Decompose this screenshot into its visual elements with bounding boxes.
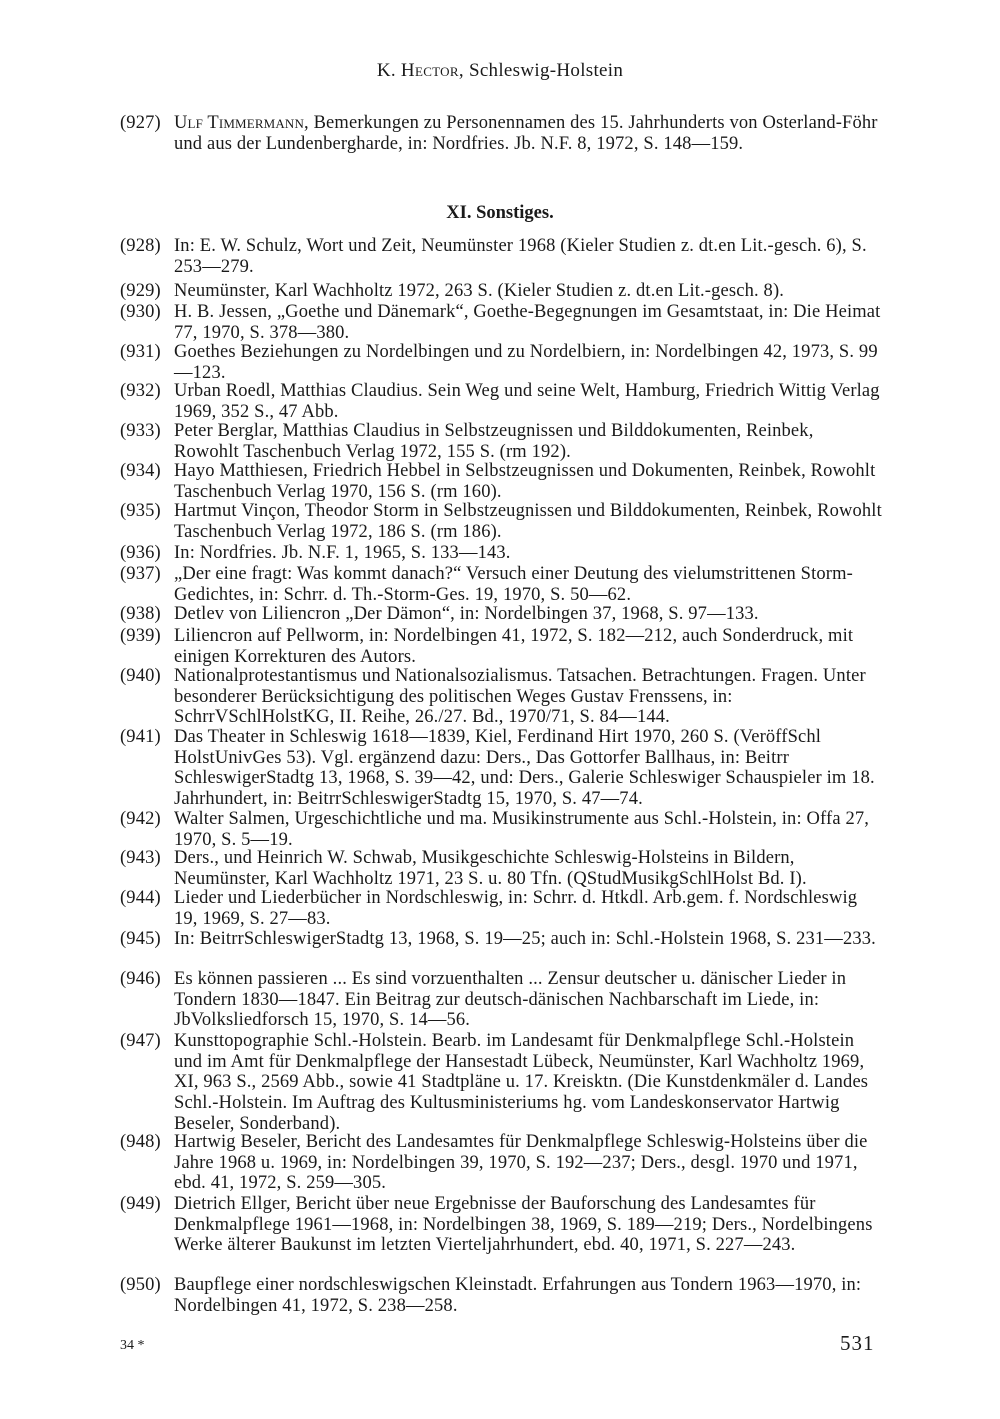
- entry-number: (928): [120, 236, 161, 256]
- entry-number: (943): [120, 848, 161, 868]
- entry-number: (929): [120, 281, 161, 301]
- entry-text: Ders., und Heinrich W. Schwab, Musikgeschichte Schleswig-Holsteins in Bildern, Neumünster, Karl Wachholtz 1971, 23 S. u. 80 Tfn. (QStudMusikgSchlHolst Bd. I).: [174, 848, 807, 889]
- bibliography-entry: [120, 604, 882, 625]
- bibliography-entry: [120, 1132, 882, 1194]
- bibliography-entry: [120, 543, 882, 564]
- entry-text: In: E. W. Schulz, Wort und Zeit, Neumünster 1968 (Kieler Studien z. dt.en Lit.-gesch. 6), S. 253—279.: [174, 236, 867, 277]
- entry-text: Das Theater in Schleswig 1618—1839, Kiel, Ferdinand Hirt 1970, 260 S. (VeröffSchl HolstUnivGes 53). Vgl. ergänzend dazu: Ders., Das Gottorfer Ballhaus, in: Beitrr SchleswigerStadtg 13, 1968, S. 39—42, und: Ders., Galerie Schleswiger Schauspieler im 18. Jahrhundert, in: BeitrrSchleswigerStadtg 15, 1970, S. 47—74.: [174, 727, 875, 810]
- entry-number: (946): [120, 969, 161, 989]
- bibliography-entry: [120, 1275, 882, 1316]
- entry-text: Walter Salmen, Urgeschichtliche und ma. Musikinstrumente aus Schl.-Holstein, in: Offa 27, 1970, S. 5—19.: [174, 809, 870, 850]
- entry-text: In: BeitrrSchleswigerStadtg 13, 1968, S. 19—25; auch in: Schl.-Holstein 1968, S. 231—233.: [174, 929, 876, 949]
- signature-mark: 34 *: [120, 1338, 145, 1353]
- section-title: XI. Sonstiges.: [446, 203, 554, 223]
- entry-number: (932): [120, 381, 161, 401]
- entry-text: In: Nordfries. Jb. N.F. 1, 1965, S. 133—143.: [174, 543, 511, 563]
- entry-number: (949): [120, 1194, 161, 1214]
- bibliography-entry: [120, 302, 882, 343]
- bibliography-entry: [120, 564, 882, 605]
- entry-number: (942): [120, 809, 161, 829]
- entry-text: Dietrich Ellger, Bericht über neue Ergebnisse der Bauforschung des Landesamtes für Denkmalpflege 1961—1968, in: Nordelbingen 38, 1969, S. 189—219; Ders., Nordelbingens Werke älterer Baukunst im letzten Vierteljahrhundert, ebd. 40, 1971, S. 227—243.: [174, 1194, 873, 1256]
- bibliography-entry: [120, 666, 882, 728]
- entry-number: (947): [120, 1031, 161, 1051]
- bibliography-entry: [120, 848, 882, 889]
- entry-number: (945): [120, 929, 161, 949]
- bibliography-entry: [120, 809, 882, 850]
- bibliography-entry: [120, 236, 882, 277]
- entry-number: (937): [120, 564, 161, 584]
- entry-text: Es können passieren ... Es sind vorzuenthalten ... Zensur deutscher u. dänischer Lieder in Tondern 1830—1847. Ein Beitrag zur deutsch-dänischen Nachbarschaft im Liede, in: JbVolksliedforsch 15, 1970, S. 14—56.: [174, 969, 847, 1031]
- entry-text: Neumünster, Karl Wachholtz 1972, 263 S. (Kieler Studien z. dt.en Lit.-gesch. 8).: [174, 281, 785, 301]
- bibliography-entry: [120, 1194, 882, 1256]
- entry-text: Goethes Beziehungen zu Nordelbingen und zu Nordelbiern, in: Nordelbingen 42, 1973, S. 99—123.: [174, 342, 878, 383]
- bibliography-entry: [120, 421, 882, 462]
- entry-text: Lieder und Liederbücher in Nordschleswig, in: Schrr. d. Htkdl. Arb.gem. f. Nordschleswig 19, 1969, S. 27—83.: [174, 888, 858, 929]
- bibliography-entry: [120, 381, 882, 422]
- entry-number: (938): [120, 604, 161, 624]
- bibliography-entry: [120, 929, 882, 950]
- entry-number: (931): [120, 342, 161, 362]
- entry-number: (939): [120, 626, 161, 646]
- bibliography-entry: [120, 626, 882, 667]
- entry-text: Hartmut Vinçon, Theodor Storm in Selbstzeugnissen und Bilddokumenten, Reinbek, Rowohlt Taschenbuch Verlag 1972, 186 S. (rm 186).: [174, 501, 882, 542]
- entry-text: Hayo Matthiesen, Friedrich Hebbel in Selbstzeugnissen und Dokumenten, Reinbek, Rowohlt Taschenbuch Verlag 1970, 156 S. (rm 160).: [174, 461, 876, 502]
- entry-citation: , Bemerkungen zu Personennamen des 15. Jahrhunderts von Osterland-Föhr und aus der Lundenbergharde, in: Nordfries. Jb. N.F. 8, 1972, S. 148—159.: [174, 113, 878, 154]
- bibliography-entry-927: [120, 113, 882, 154]
- bibliography-entry: [120, 727, 882, 810]
- bibliography-entry: [120, 281, 882, 302]
- bibliography-entry: [120, 342, 882, 383]
- page-number: 531: [840, 1331, 875, 1355]
- entry-text: Detlev von Liliencron „Der Dämon“, in: Nordelbingen 37, 1968, S. 97—133.: [174, 604, 759, 624]
- entry-text: Urban Roedl, Matthias Claudius. Sein Weg und seine Welt, Hamburg, Friedrich Wittig Verlag 1969, 352 S., 47 Abb.: [174, 381, 880, 422]
- entry-number: (927): [120, 113, 161, 133]
- bibliography-entry: [120, 969, 882, 1031]
- entry-number: (950): [120, 1275, 161, 1295]
- header-author: K. Hector: [376, 60, 459, 81]
- entry-number: (941): [120, 727, 161, 747]
- entry-text: Liliencron auf Pellworm, in: Nordelbingen 41, 1972, S. 182—212, auch Sonderdruck, mit einigen Korrekturen des Autors.: [174, 626, 854, 667]
- entry-text: H. B. Jessen, „Goethe und Dänemark“, Goethe-Begegnungen im Gesamtstaat, in: Die Heimat 77, 1970, S. 378—380.: [174, 302, 881, 343]
- running-header: K. Hector, Schleswig-Holstein: [376, 60, 624, 81]
- entry-number: (948): [120, 1132, 161, 1152]
- entry-text: Baupflege einer nordschleswigschen Kleinstadt. Erfahrungen aus Tondern 1963—1970, in: Nordelbingen 41, 1972, S. 238—258.: [174, 1275, 862, 1316]
- entry-number: (940): [120, 666, 161, 686]
- entry-text: Peter Berglar, Matthias Claudius in Selbstzeugnissen und Bilddokumenten, Reinbek, Rowohlt Taschenbuch Verlag 1972, 155 S. (rm 192).: [174, 421, 814, 462]
- bibliography-entry: [120, 888, 882, 929]
- entry-text: Kunsttopographie Schl.-Holstein. Bearb. im Landesamt für Denkmalpflege Schl.-Holstein und im Amt für Denkmalpflege der Hansestadt Lübeck, Neumünster, Karl Wachholtz 1969, XI, 963 S., 2569 Abb., sowie 41 Stadtpläne u. 17. Kreisktn. (Die Kunstdenkmäler d. Landes Schl.-Holstein. Im Auftrag des Kultusministeriums hg. vom Landeskonservator Hartwig Beseler, Sonderband).: [174, 1031, 869, 1134]
- entry-author: Ulf Timmermann: [174, 113, 305, 133]
- header-title: Schleswig-Holstein: [468, 60, 624, 81]
- entry-number: (935): [120, 501, 161, 521]
- entry-number: (934): [120, 461, 161, 481]
- entry-number: (933): [120, 421, 161, 441]
- entry-text: Nationalprotestantismus und Nationalsozialismus. Tatsachen. Betrachtungen. Fragen. Unter besonderer Berücksichtigung des politischen Weges Gustav Frenssens, in: SchrrVSchlHolstKG, II. Reihe, 26./27. Bd., 1970/71, S. 84—144.: [174, 666, 866, 728]
- entry-text: „Der eine fragt: Was kommt danach?“ Versuch einer Deutung des vielumstrittenen Storm-Gedichtes, in: Schrr. d. Th.-Storm-Ges. 19, 1970, S. 50—62.: [174, 564, 853, 605]
- entry-text: Hartwig Beseler, Bericht des Landesamtes für Denkmalpflege Schleswig-Holsteins über die Jahre 1968 u. 1969, in: Nordelbingen 39, 1970, S. 192—237; Ders., desgl. 1970 und 1971, ebd. 41, 1972, S. 259—305.: [174, 1132, 868, 1194]
- entry-number: (936): [120, 543, 161, 563]
- bibliography-entry: [120, 461, 882, 502]
- bibliography-entry: [120, 501, 882, 542]
- entry-number: (930): [120, 302, 161, 322]
- entry-number: (944): [120, 888, 161, 908]
- bibliography-entry: [120, 1031, 882, 1135]
- entry-text: [174, 113, 882, 154]
